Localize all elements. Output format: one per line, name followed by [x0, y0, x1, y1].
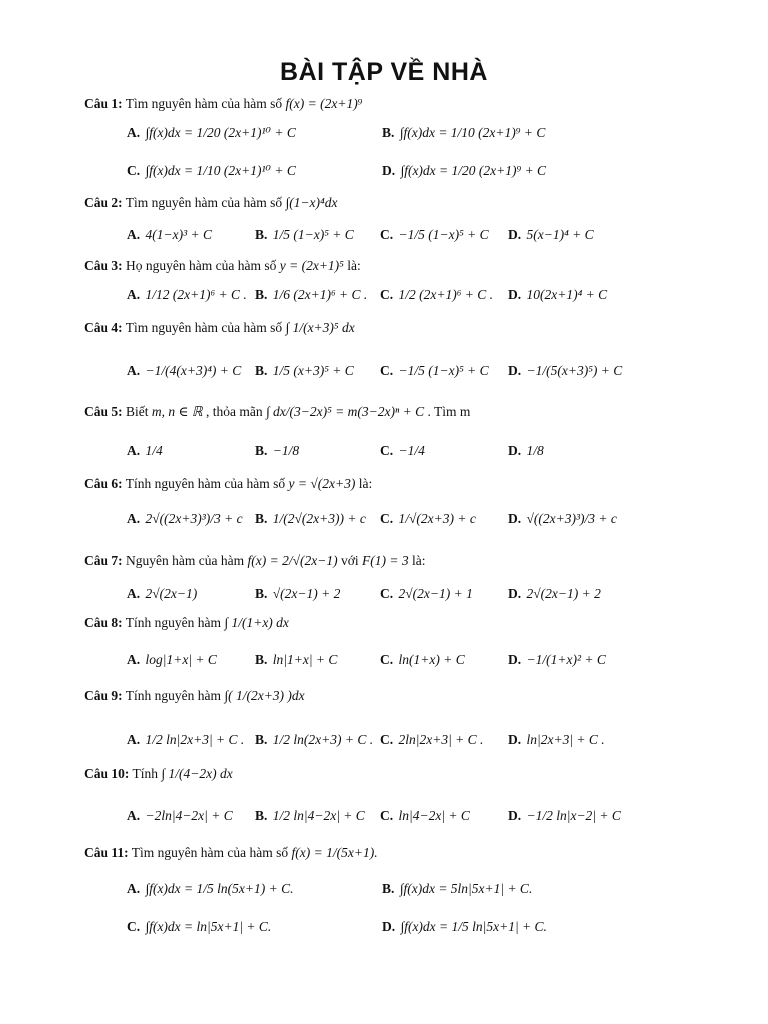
question-text: Biết	[126, 404, 149, 419]
question-math: ∫ 1/(x+3)⁵ dx	[285, 320, 355, 335]
option-letter: A.	[127, 732, 141, 747]
option-math: 1/6 (2x+1)⁶ + C .	[272, 287, 368, 302]
option-letter: D.	[508, 363, 522, 378]
answer-option-b[interactable]	[255, 227, 354, 243]
question-8	[84, 615, 289, 631]
option-math: ln|1+x| + C	[272, 652, 338, 667]
option-math: 4(1−x)³ + C	[145, 227, 213, 242]
option-letter: A.	[127, 511, 141, 526]
answer-option-b[interactable]	[382, 125, 545, 141]
option-letter: D.	[508, 732, 522, 747]
question-text: là:	[358, 476, 373, 491]
option-math: √((2x+3)³)/3 + c	[526, 511, 617, 526]
question-math: F(1) = 3	[361, 553, 409, 568]
option-letter: C.	[380, 732, 394, 747]
option-math: 1/4	[145, 443, 163, 458]
option-math: ln|4−2x| + C	[398, 808, 470, 823]
option-letter: A.	[127, 881, 141, 896]
answer-option-a[interactable]	[127, 125, 296, 141]
option-letter: B.	[255, 363, 268, 378]
answer-option-d[interactable]	[508, 652, 606, 668]
question-10	[84, 766, 233, 782]
option-letter: B.	[255, 227, 268, 242]
answer-option-a[interactable]	[127, 732, 244, 748]
question-label: Câu 7:	[84, 553, 123, 568]
option-letter: B.	[382, 881, 395, 896]
answer-option-a[interactable]	[127, 881, 294, 897]
option-letter: A.	[127, 443, 141, 458]
answer-option-c[interactable]	[380, 808, 470, 824]
option-math: −1/4	[398, 443, 425, 458]
option-math: 1/√(2x+3) + c	[398, 511, 476, 526]
question-text: Tìm nguyên hàm của hàm số	[125, 320, 283, 335]
option-letter: B.	[255, 732, 268, 747]
question-label: Câu 1:	[84, 96, 123, 111]
question-text: Tính	[132, 766, 159, 781]
question-math: ∫ dx/(3−2x)⁵ = m(3−2x)ⁿ + C	[265, 404, 425, 419]
option-letter: C.	[127, 163, 141, 178]
answer-option-a[interactable]	[127, 443, 163, 459]
answer-option-c[interactable]	[380, 363, 489, 379]
answer-option-b[interactable]	[255, 287, 367, 303]
option-letter: A.	[127, 227, 141, 242]
option-letter: D.	[508, 287, 522, 302]
answer-option-d[interactable]	[508, 363, 622, 379]
answer-option-b[interactable]	[255, 808, 365, 824]
answer-option-d[interactable]	[508, 227, 594, 243]
option-math: 1/(2√(2x+3)) + c	[272, 511, 366, 526]
option-letter: A.	[127, 808, 141, 823]
option-math: 1/12 (2x+1)⁶ + C .	[145, 287, 247, 302]
option-letter: A.	[127, 125, 141, 140]
answer-option-a[interactable]	[127, 227, 212, 243]
option-math: 2√(2x−1) + 2	[526, 586, 601, 601]
option-math: −2ln|4−2x| + C	[145, 808, 233, 823]
answer-option-b[interactable]	[255, 443, 299, 459]
answer-option-c[interactable]	[380, 732, 483, 748]
option-math: ∫f(x)dx = ln|5x+1| + C.	[145, 919, 272, 934]
answer-option-d[interactable]	[508, 511, 617, 527]
option-letter: D.	[508, 586, 522, 601]
question-3	[84, 258, 361, 274]
question-math: ∫(1−x)⁴dx	[285, 195, 338, 210]
question-label: Câu 9:	[84, 688, 123, 703]
option-letter: B.	[255, 586, 268, 601]
option-letter: A.	[127, 586, 141, 601]
question-math: y = (2x+1)⁵	[279, 258, 344, 273]
answer-option-d[interactable]	[382, 163, 546, 179]
answer-option-d[interactable]	[508, 808, 621, 824]
option-math: 1/2 (2x+1)⁶ + C .	[398, 287, 494, 302]
question-text: Nguyên hàm của hàm	[126, 553, 245, 568]
option-letter: D.	[382, 919, 396, 934]
option-letter: C.	[380, 287, 394, 302]
answer-option-a[interactable]	[127, 363, 241, 379]
answer-option-b[interactable]	[382, 881, 532, 897]
option-math: 10(2x+1)⁴ + C	[526, 287, 608, 302]
answer-option-b[interactable]	[255, 652, 337, 668]
answer-option-c[interactable]	[127, 163, 296, 179]
question-math: y = √(2x+3)	[288, 476, 356, 491]
option-letter: D.	[508, 511, 522, 526]
question-math: f(x) = (2x+1)⁹	[285, 96, 363, 111]
question-4	[84, 320, 355, 336]
question-text: Tìm nguyên hàm của hàm số	[125, 96, 283, 111]
option-math: 1/2 ln(2x+3) + C .	[272, 732, 374, 747]
option-math: 2√((2x+3)³)/3 + c	[145, 511, 243, 526]
option-letter: A.	[127, 652, 141, 667]
option-letter: C.	[380, 808, 394, 823]
option-math: −1/(5(x+3)⁵) + C	[526, 363, 623, 378]
question-math: ∫ 1/(4−2x) dx	[161, 766, 233, 781]
option-letter: D.	[508, 227, 522, 242]
option-math: log|1+x| + C	[145, 652, 217, 667]
question-text: là:	[347, 258, 361, 273]
option-math: 1/2 ln|4−2x| + C	[272, 808, 365, 823]
question-math: ∫( 1/(2x+3) )dx	[224, 688, 305, 703]
option-math: ∫f(x)dx = 1/5 ln(5x+1) + C.	[145, 881, 294, 896]
answer-option-c[interactable]	[380, 287, 493, 303]
answer-option-b[interactable]	[255, 732, 373, 748]
option-math: ln(1+x) + C	[398, 652, 465, 667]
option-letter: C.	[380, 443, 394, 458]
answer-option-c[interactable]	[380, 511, 476, 527]
option-math: −1/8	[272, 443, 300, 458]
question-math: m, n ∈ ℝ	[151, 404, 203, 419]
question-9	[84, 688, 305, 704]
question-label: Câu 10:	[84, 766, 130, 781]
option-math: ∫f(x)dx = 1/20 (2x+1)⁹ + C	[400, 163, 547, 178]
answer-option-c[interactable]	[380, 443, 425, 459]
option-math: ln|2x+3| + C .	[526, 732, 605, 747]
answer-option-a[interactable]	[127, 287, 247, 303]
question-label: Câu 3:	[84, 258, 123, 273]
option-math: −1/5 (1−x)⁵ + C	[398, 227, 489, 242]
question-label: Câu 8:	[84, 615, 123, 630]
option-letter: B.	[255, 808, 268, 823]
question-text: Họ nguyên hàm của hàm số	[126, 258, 277, 273]
page-title: BÀI TẬP VỀ NHÀ	[280, 58, 488, 86]
option-letter: B.	[255, 287, 268, 302]
option-math: 1/8	[526, 443, 544, 458]
question-math: ∫ 1/(1+x) dx	[224, 615, 289, 630]
question-math: f(x) = 2/√(2x−1)	[247, 553, 338, 568]
option-math: −1/2 ln|x−2| + C	[526, 808, 621, 823]
question-text: . Tìm m	[427, 404, 471, 419]
answer-option-a[interactable]	[127, 511, 243, 527]
answer-option-c[interactable]	[127, 919, 271, 935]
question-5	[84, 404, 470, 420]
option-math: 2√(2x−1)	[145, 586, 198, 601]
option-letter: B.	[255, 652, 268, 667]
answer-option-c[interactable]	[380, 227, 489, 243]
option-math: −1/5 (1−x)⁵ + C	[398, 363, 489, 378]
answer-option-a[interactable]	[127, 586, 197, 602]
answer-option-c[interactable]	[380, 586, 473, 602]
answer-option-b[interactable]	[255, 511, 366, 527]
question-6	[84, 476, 372, 492]
option-letter: A.	[127, 287, 141, 302]
option-letter: C.	[380, 652, 394, 667]
question-text: , thỏa mãn	[205, 404, 263, 419]
option-letter: C.	[127, 919, 141, 934]
answer-option-a[interactable]	[127, 652, 217, 668]
option-letter: A.	[127, 363, 141, 378]
answer-option-d[interactable]	[382, 919, 547, 935]
question-label: Câu 2:	[84, 195, 123, 210]
option-letter: C.	[380, 363, 394, 378]
option-letter: B.	[255, 443, 268, 458]
option-math: ∫f(x)dx = 1/20 (2x+1)¹⁰ + C	[145, 125, 296, 140]
question-7	[84, 553, 425, 569]
answer-option-d[interactable]	[508, 586, 601, 602]
answer-option-d[interactable]	[508, 443, 544, 459]
question-text: Tìm nguyên hàm của hàm số	[125, 195, 283, 210]
question-11	[84, 845, 378, 861]
option-math: ∫f(x)dx = 5ln|5x+1| + C.	[399, 881, 533, 896]
option-math: 5(x−1)⁴ + C	[526, 227, 594, 242]
answer-option-b[interactable]	[255, 586, 340, 602]
option-letter: D.	[382, 163, 396, 178]
question-label: Câu 5:	[84, 404, 123, 419]
option-math: 2√(2x−1) + 1	[398, 586, 473, 601]
option-letter: C.	[380, 227, 394, 242]
option-math: ∫f(x)dx = 1/10 (2x+1)⁹ + C	[399, 125, 546, 140]
question-text: Tìm nguyên hàm của hàm số	[131, 845, 289, 860]
option-math: ∫f(x)dx = 1/10 (2x+1)¹⁰ + C	[145, 163, 296, 178]
option-letter: D.	[508, 808, 522, 823]
option-math: 1/2 ln|2x+3| + C .	[145, 732, 245, 747]
question-text: Tính nguyên hàm	[125, 615, 222, 630]
question-text: là:	[411, 553, 426, 568]
answer-option-c[interactable]	[380, 652, 465, 668]
question-text: Tính nguyên hàm của hàm số	[125, 476, 286, 491]
option-math: 1/5 (1−x)⁵ + C	[272, 227, 354, 242]
option-letter: C.	[380, 511, 394, 526]
answer-option-d[interactable]	[508, 287, 607, 303]
answer-option-d[interactable]	[508, 732, 605, 748]
option-math: √(2x−1) + 2	[272, 586, 341, 601]
option-letter: D.	[508, 443, 522, 458]
option-math: 2ln|2x+3| + C .	[398, 732, 484, 747]
option-letter: C.	[380, 586, 394, 601]
question-1	[84, 96, 362, 112]
question-label: Câu 4:	[84, 320, 123, 335]
option-letter: B.	[382, 125, 395, 140]
question-text: với	[340, 553, 359, 568]
option-math: ∫f(x)dx = 1/5 ln|5x+1| + C.	[400, 919, 547, 934]
option-letter: D.	[508, 652, 522, 667]
question-text: Tính nguyên hàm	[125, 688, 222, 703]
answer-option-b[interactable]	[255, 363, 354, 379]
option-math: 1/5 (x+3)⁵ + C	[272, 363, 354, 378]
option-letter: B.	[255, 511, 268, 526]
question-2	[84, 195, 337, 211]
option-math: −1/(4(x+3)⁴) + C	[145, 363, 242, 378]
option-math: −1/(1+x)² + C	[526, 652, 606, 667]
answer-option-a[interactable]	[127, 808, 233, 824]
question-label: Câu 11:	[84, 845, 129, 860]
question-label: Câu 6:	[84, 476, 123, 491]
question-math: f(x) = 1/(5x+1).	[291, 845, 378, 860]
